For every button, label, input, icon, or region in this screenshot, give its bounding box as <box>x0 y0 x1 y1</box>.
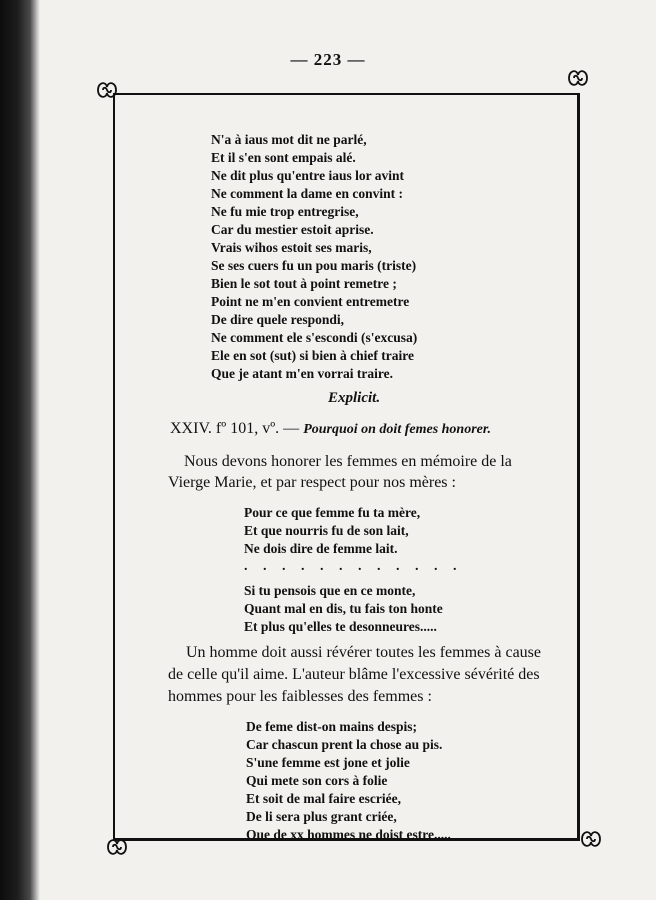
corner-ornament-icon <box>565 65 591 91</box>
section-heading-title: Pourquoi on doit femes honorer. <box>303 422 492 437</box>
quote-line: Et que nourris fu de son lait, <box>244 523 409 538</box>
verse-line: Car du mestier estoit aprise. <box>211 222 374 237</box>
quote-line: Et plus qu'elles te desonneures..... <box>244 619 437 634</box>
verse-line: Ne dit plus qu'entre iaus lor avint <box>211 168 405 183</box>
section-heading-prefix: XXIV. fº 101, vº. — <box>170 420 300 437</box>
quote-line: Quant mal en dis, tu fais ton honte <box>244 601 443 616</box>
explicit-label: Explicit. <box>328 390 381 406</box>
paragraph-line: de celle qu'il aime. L'auteur blâme l'excessive sévérité des <box>168 666 540 683</box>
quote-line: Qui mete son cors à folie <box>246 773 388 788</box>
verse-line: Ne comment ele s'escondi (s'excusa) <box>211 330 418 345</box>
quote-line: Que de xx hommes ne doist estre..... <box>246 827 451 842</box>
quote-line: De li sera plus grant criée, <box>246 809 397 824</box>
verse-line: Que je atant m'en vorrai traire. <box>211 366 393 381</box>
quote-line: Et soit de mal faire escriée, <box>246 791 401 806</box>
verse-line: De dire quele respondi, <box>211 312 345 327</box>
ellipsis-dots: . . . . . . . . . . . . <box>244 559 463 574</box>
verse-line: Ne fu mie trop entregrise, <box>211 204 359 219</box>
paragraph-line: Un homme doit aussi révérer toutes les femmes à cause <box>186 644 541 661</box>
quote-line: De feme dist-on mains despis; <box>246 719 417 734</box>
verse-line: Ne comment la dame en convint : <box>211 186 403 201</box>
verse-line: Point ne m'en convient entremetre <box>211 294 410 309</box>
quote-line: Ne dois dire de femme lait. <box>244 541 398 556</box>
verse-line: Et il s'en sont empais alé. <box>211 150 356 165</box>
paragraph-line: Nous devons honorer les femmes en mémoire de la <box>184 453 512 470</box>
verse-line: Vrais wihos estoit ses maris, <box>211 240 372 255</box>
corner-ornament-icon <box>578 826 604 852</box>
book-spine-shadow <box>0 0 40 900</box>
corner-ornament-icon <box>94 77 120 103</box>
verse-line: Se ses cuers fu un pou maris (triste) <box>211 258 417 273</box>
quote-line: S'une femme est jone et jolie <box>246 755 410 770</box>
section-heading <box>170 420 491 438</box>
verse-line: Bien le sot tout à point remetre ; <box>211 276 397 291</box>
quote-line: Si tu pensois que en ce monte, <box>244 583 416 598</box>
quote-line: Car chascun prent la chose au pis. <box>246 737 443 752</box>
page-number: — 223 — <box>290 50 366 69</box>
corner-ornament-icon <box>104 834 130 860</box>
verse-line: Ele en sot (sut) si bien à chief traire <box>211 348 414 363</box>
verse-line: N'a à iaus mot dit ne parlé, <box>211 132 367 147</box>
paragraph-line: Vierge Marie, et par respect pour nos mères : <box>168 474 456 491</box>
paragraph-line: hommes pour les faiblesses des femmes : <box>168 688 432 705</box>
quote-line: Pour ce que femme fu ta mère, <box>244 505 421 520</box>
